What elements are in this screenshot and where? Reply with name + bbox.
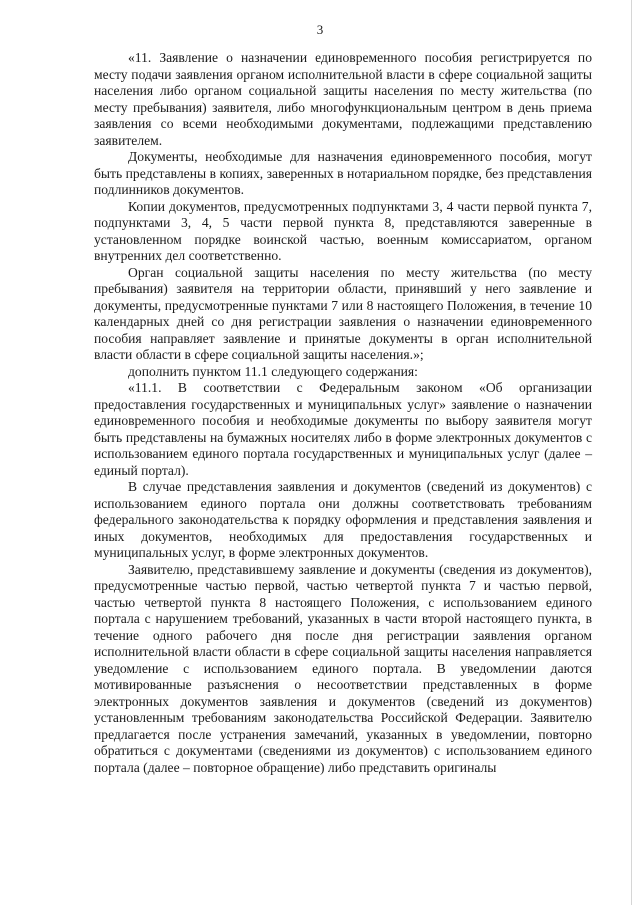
page-number: 3	[316, 22, 324, 37]
paragraph-social-protection-body: Орган социальной защиты населения по месту жительства (по месту пребывания) заявителя на территории области, принявший у него заявление и документы, предусмотренные пунктами 7 или 8 настоящего Положения, в течение 10 календарных дней со дня регистрации заявления о назначении единовременного пособия направляет заявление и принятые документы в орган исполнительной власти области в сфере социальной защиты населения.»;	[94, 264, 592, 362]
paragraph-portal-requirements: В случае представления заявления и документов (сведений из документов) с использованием единого портала они должны соответствовать требованиям федерального законодательства к порядку оформления и представления заявления и иных документов, необходимых для предоставления государственных и муниципальных услуг, в форме электронных документов.	[94, 479, 592, 560]
document-body	[94, 50, 592, 776]
paragraph-item-11: «11. Заявление о назначении единовременного пособия регистрируется по месту подачи заявления органом исполнительной власти в сфере социальной защиты населения либо органом социальной защиты населения по месту жительства (по месту пребывания) заявителя, либо многофункциональным центром в день приема заявления со всеми необходимыми документами, подлежащими представлению заявителем.	[94, 50, 592, 148]
paragraph-applicant-notification: Заявителю, представившему заявление и документы (сведения из документов), предусмотренные частью первой, частью четвертой пункта 7 и частью первой, частью четвертой пункта 8 настоящего Положения, с использованием единого портала с нарушением требований, указанных в части второй настоящего пункта, в течение одного рабочего дня после дня регистрации заявления органом исполнительной власти области в сфере социальной защиты населения направляется уведомление с использованием единого портала. В уведомлении даются мотивированные разъяснения о несоответствии представленных в форме электронных документов заявления и документов (сведений из документов) установленным требованиям законодательства Российской Федерации. Заявителю предлагается после устранения замечаний, указанных в уведомлении, повторно обратиться с документами (сведениями из документов) с использованием единого портала (далее – повторное обращение) либо представить оригиналы	[94, 561, 592, 775]
scan-edge-divider	[631, 0, 632, 905]
paragraph-certified-copies: Копии документов, предусмотренных подпунктами 3, 4 части первой пункта 7, подпунктами 3, 4, 5 части первой пункта 8, представляются заверенные в установленном порядке воинской частью, военным комиссариатом, органом внутренних дел соответственно.	[94, 198, 592, 263]
paragraph-amendment-intro: дополнить пунктом 11.1 следующего содержания:	[128, 363, 418, 379]
paragraph-documents-copies: Документы, необходимые для назначения единовременного пособия, могут быть представлены в копиях, заверенных в нотариальном порядке, без представления подлинников документов.	[94, 149, 592, 197]
paragraph-item-11-1: «11.1. В соответствии с Федеральным законом «Об организации предоставления государственных и муниципальных услуг» заявление о назначении единовременного пособия и необходимые документы по выбору заявителя могут быть представлены на бумажных носителях либо в форме электронных документов с использованием единого портала государственных и муниципальных услуг (далее – единый портал).	[94, 380, 592, 478]
